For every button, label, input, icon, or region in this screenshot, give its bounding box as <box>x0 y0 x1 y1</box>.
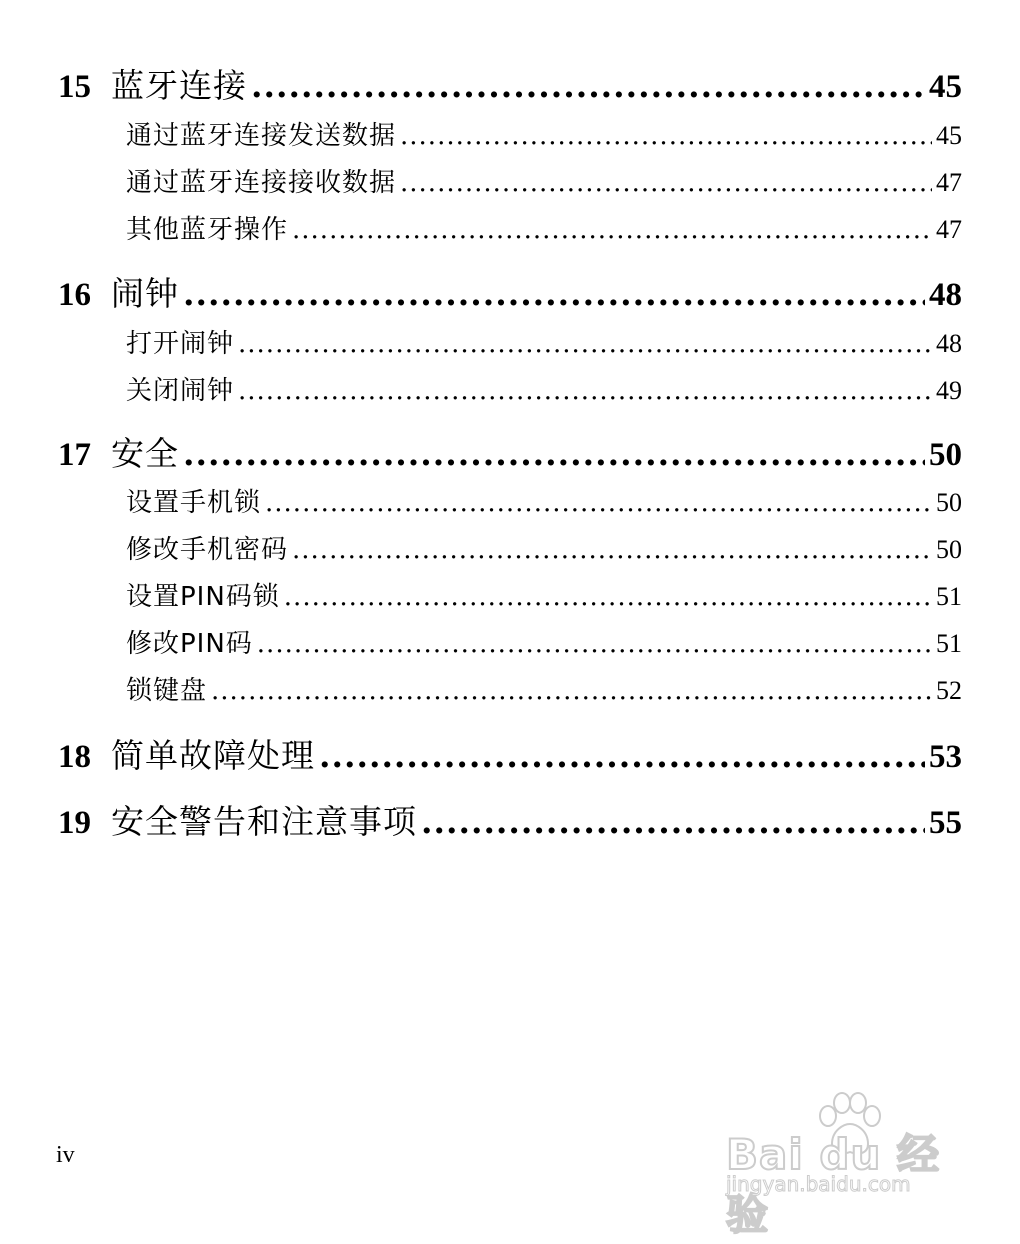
dot-leader <box>238 376 932 406</box>
chapter-number: 19 <box>58 805 91 841</box>
toc-chapter-17[interactable] <box>58 428 962 475</box>
dot-leader <box>183 434 925 473</box>
page-number: 48 <box>936 329 962 358</box>
page-number: 47 <box>936 215 962 244</box>
dot-leader <box>284 582 932 612</box>
toc-section-15-1[interactable] <box>126 115 962 152</box>
chapter-number: 17 <box>58 437 91 473</box>
section-title: 通过蓝牙连接发送数据 <box>126 121 397 151</box>
dot-leader <box>319 736 925 775</box>
section-title: 设置手机锁 <box>126 488 262 518</box>
page-number: 50 <box>936 535 962 564</box>
section-title: 其他蓝牙操作 <box>126 215 289 245</box>
footer-page-label: iv <box>56 1142 75 1168</box>
section-title: 修改手机密码 <box>126 535 289 565</box>
toc-section-15-2[interactable] <box>126 162 962 199</box>
page-number: 50 <box>936 488 962 517</box>
toc-chapter-15[interactable] <box>58 60 962 107</box>
page-number: 55 <box>929 805 962 841</box>
dot-leader <box>400 168 932 198</box>
dot-leader <box>183 274 925 313</box>
watermark-brand: Bai du 经验 <box>726 1130 940 1239</box>
page-number: 47 <box>936 168 962 197</box>
page-number: 45 <box>936 121 962 150</box>
dot-leader <box>292 215 932 245</box>
page-number: 48 <box>929 277 962 313</box>
page-number: 53 <box>929 739 962 775</box>
section-title: 通过蓝牙连接接收数据 <box>126 168 397 198</box>
page-number: 49 <box>936 376 962 405</box>
chapter-number: 16 <box>58 277 91 313</box>
toc-section-17-5[interactable] <box>126 670 962 707</box>
chapter-title: 安全 <box>111 434 179 473</box>
toc-section-16-1[interactable] <box>126 323 962 360</box>
toc-section-16-2[interactable] <box>126 370 962 407</box>
section-title: 关闭闹钟 <box>126 376 235 406</box>
dot-leader <box>211 676 932 706</box>
toc-chapter-16[interactable] <box>58 268 962 315</box>
dot-leader <box>400 121 932 151</box>
dot-leader <box>265 488 932 518</box>
toc-chapter-18[interactable] <box>58 730 962 777</box>
section-title: 修改PIN码 <box>126 629 253 659</box>
page-number: 51 <box>936 582 962 611</box>
dot-leader <box>251 66 925 105</box>
dot-leader <box>421 802 925 841</box>
toc-section-17-2[interactable] <box>126 529 962 566</box>
watermark-url: jingyan.baidu.com <box>726 1172 911 1196</box>
page-number: 52 <box>936 676 962 705</box>
section-title: 锁键盘 <box>126 676 208 706</box>
section-title: 打开闹钟 <box>126 329 235 359</box>
baidu-jingyan-watermark <box>724 1092 964 1239</box>
page-number: 45 <box>929 69 962 105</box>
toc-section-17-4[interactable] <box>126 623 962 660</box>
toc-section-15-3[interactable] <box>126 209 962 246</box>
dot-leader <box>238 329 932 359</box>
dot-leader <box>292 535 932 565</box>
chapter-number: 15 <box>58 69 91 105</box>
chapter-title: 安全警告和注意事项 <box>111 802 417 841</box>
chapter-number: 18 <box>58 739 91 775</box>
toc-chapter-19[interactable] <box>58 796 962 843</box>
toc-section-17-1[interactable] <box>126 482 962 519</box>
dot-leader <box>257 629 932 659</box>
toc-section-17-3[interactable] <box>126 576 962 613</box>
chapter-title: 蓝牙连接 <box>111 66 247 105</box>
chapter-title: 简单故障处理 <box>111 736 315 775</box>
section-title: 设置PIN码锁 <box>126 582 280 612</box>
chapter-title: 闹钟 <box>111 274 179 313</box>
page-number: 50 <box>929 437 962 473</box>
page-number: 51 <box>936 629 962 658</box>
